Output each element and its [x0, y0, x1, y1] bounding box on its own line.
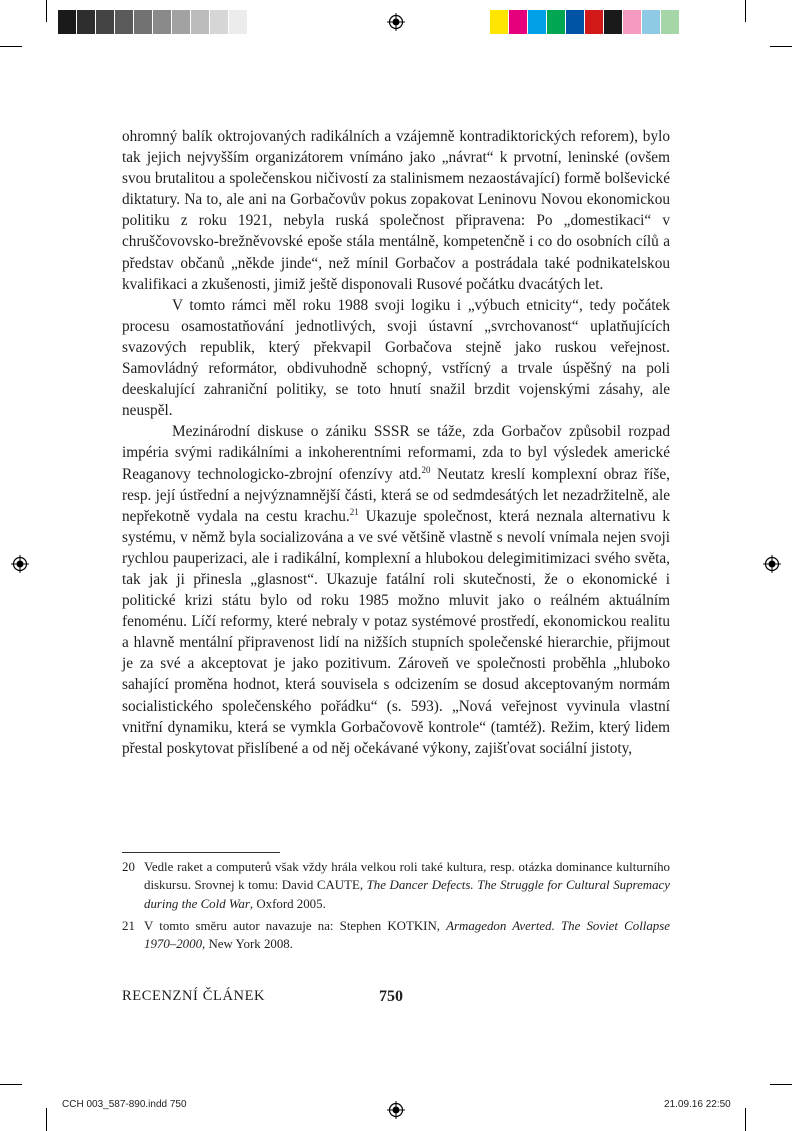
color-swatch — [623, 10, 642, 34]
footnote-text-part: New York 2008. — [205, 937, 293, 952]
footnote-text — [144, 917, 670, 954]
footnotes — [122, 858, 670, 957]
grayscale-control-strip — [58, 10, 248, 34]
footnote-separator — [122, 852, 280, 853]
footnote-text-part: Vedle raket a computerů však vždy hrála velkou roli také kultura, resp. otázka dominance kulturního diskursu. Srovnej k tomu: David CAUTE, — [144, 860, 670, 893]
article-body — [122, 126, 670, 759]
file-slug: CCH 003_587-890.indd 750 — [62, 1099, 187, 1110]
footnote-text-part: , Oxford 2005. — [249, 896, 326, 911]
paragraph-text: Mezinárodní diskuse o zániku SSSR se táže, zda Gorbačov způsobil rozpad impéria svými radikálními a inkoherentními reformami, zda to byl výsledek americké Reaganovy technologicko-zbrojní ofenzívy atd. — [122, 423, 670, 483]
footnote-text — [144, 858, 670, 913]
gray-swatch — [96, 10, 115, 34]
crop-mark — [770, 1084, 792, 1085]
registration-mark-icon — [11, 555, 29, 573]
gray-swatch — [210, 10, 229, 34]
footnote-number: 20 — [122, 860, 135, 874]
footnote — [122, 858, 670, 913]
paragraph: V tomto rámci měl roku 1988 svoji logiku i „výbuch etnicity“, tedy počátek procesu osamostatňování jednotlivých, svoji ústavní „svrchovanost“ uplatňujících svazových republik, který překvapil Gorbačova stejně jako ruskou veřejnost. Samovládný reformátor, obdivuhodně schopný, vstřícný a trvale úspěšný na poli deeskalující zahraniční politiky, se toto hnutí snažil brzdit vojenskými zásahy, ale neuspěl. — [122, 296, 670, 420]
paragraph — [122, 421, 670, 759]
paragraph-text: Ukazuje společnost, která neznala alternativu k systému, v němž byla socializována a ve své většině vlastně s nevolí vnímala nejen svoji rychlou pauperizaci, ale i radikální, komplexní a hlubokou delegimitimizaci svého světa, tak jak ji přinesla „glasnost“. Ukazuje fatální roli skutečnosti, že o ekonomické i politické krizi státu bylo od roku 1985 možno mluvit jako o reálném aktuálním fenoménu. Líčí reformy, které nebraly v potaz systémové prostředí, ekonomickou realitu a hlavně mentální připravenost lidí na nižších stupních společenské hierarchie, přijmout je za své a akceptovat je jako pozitivum. Zároveň ve společnosti proběhla „hluboko sahající proměna hodnot, která souvisela s odcizením se dosud akceptovaným normám socialistického společenského pořádku“ (s. 593). „Nová veřejnost vyvinula vlastní vnitřní dynamiku, která se vymkla Gorbačovově kontrole“ (tamtéž). Režim, který lidem přestal poskytovat přislíbené a od něj očekávané výkony, zajišťovat sociální jistoty, — [122, 507, 670, 757]
crop-mark — [46, 0, 47, 22]
color-swatch — [642, 10, 661, 34]
crop-mark — [0, 1084, 22, 1085]
registration-mark-icon — [763, 555, 781, 573]
registration-mark-icon — [387, 1101, 405, 1119]
section-label: RECENZNÍ ČLÁNEK — [122, 988, 266, 1004]
timestamp-slug: 21.09.16 22:50 — [664, 1099, 731, 1110]
color-swatch — [528, 10, 547, 34]
gray-swatch — [153, 10, 172, 34]
footnote — [122, 917, 670, 954]
color-swatch — [547, 10, 566, 34]
paragraph: ohromný balík oktrojovaných radikálních a vzájemně kontradiktorických reforem), bylo tak jejich nejvyšším organizátorem vnímáno jako „návrat“ k prvotní, leninské (ovšem svou brutalitou a společenskou ničivostí za stalinismem nezaostávající) formě bolševické diktatury. Na to, ale ani na Gorbačovův pokus zopakovat Leninovu Novou ekonomickou politiku z roku 1921, nebyla ruská společnost připravena: Po „domestikaci“ v chruščovovsko-brežněvovské epoše stála mentálně, kompetenčně i co do osobních cílů a představ občanů „někde jinde“, než mínil Gorbačov a postrádala také podnikatelskou kvalifikaci a zkušenosti, jimiž ještě disponovali Rusové počátku dvacátých let. — [122, 128, 670, 293]
gray-swatch — [58, 10, 77, 34]
gray-swatch — [115, 10, 134, 34]
crop-mark — [745, 0, 746, 22]
crop-mark — [46, 1108, 47, 1131]
color-swatch — [604, 10, 623, 34]
paragraph-text: Neutatz kreslí komplexní obraz říše, resp. její ústřední a nejvýznamnější části, která se od sedmdesátých let nezadržitelně, ale nepřekotně vydala na cestu krachu. — [122, 465, 670, 525]
gray-swatch — [172, 10, 191, 34]
color-swatch — [490, 10, 509, 34]
gray-swatch — [77, 10, 96, 34]
gray-swatch — [134, 10, 153, 34]
color-swatch — [661, 10, 680, 34]
color-swatch — [585, 10, 604, 34]
color-swatch — [509, 10, 528, 34]
gray-swatch — [229, 10, 248, 34]
registration-mark-icon — [387, 13, 405, 31]
footnote-text-part: V tomto směru autor navazuje na: Stephen KOTKIN, — [144, 918, 447, 933]
crop-mark — [0, 46, 22, 47]
footnote-title: Armagedon Averted. The Soviet Collapse 1970–2000, — [144, 918, 670, 952]
footnote-title: The Dancer Defects. The Struggle for Cultural Supremacy during the Cold War — [144, 878, 670, 911]
crop-mark — [770, 46, 792, 47]
footnote-number: 21 — [122, 918, 135, 933]
gray-swatch — [191, 10, 210, 34]
color-control-strip — [490, 10, 680, 34]
footnote-reference: 21 — [349, 506, 359, 517]
crop-mark — [745, 1108, 746, 1131]
page-number: 750 — [379, 988, 403, 1005]
color-swatch — [566, 10, 585, 34]
footnote-reference: 20 — [421, 464, 431, 475]
